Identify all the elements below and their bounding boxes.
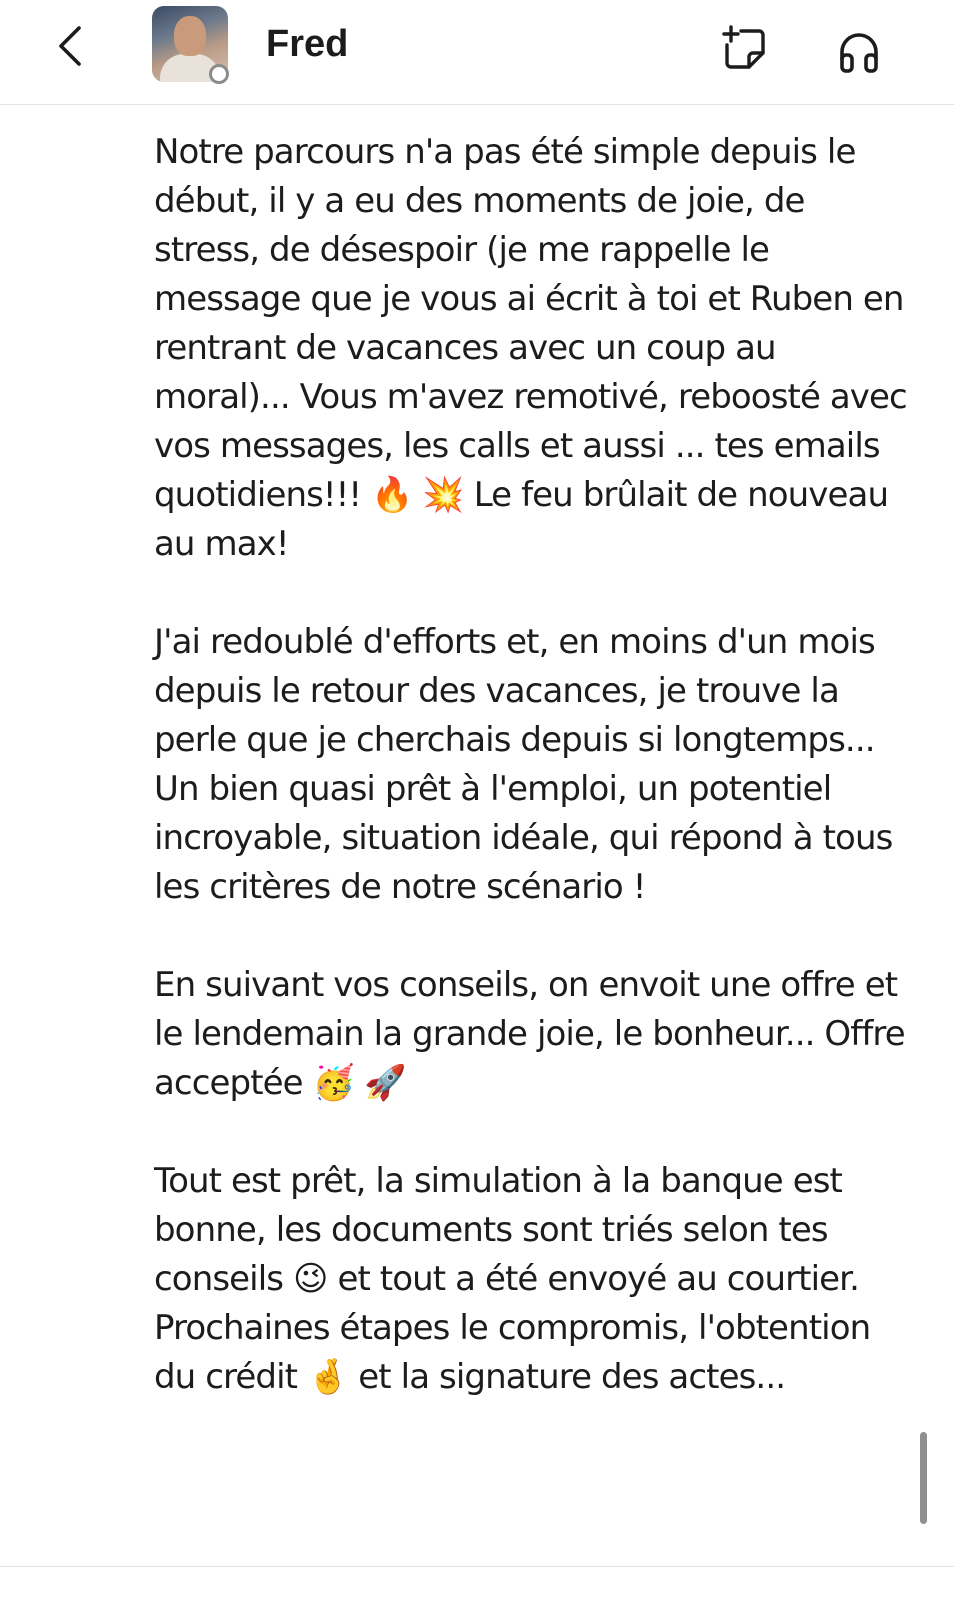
message-paragraph: Tout est prêt, la simulation à la banque est bonne, les documents sont triés selon tes conseils 😉 et tout a été envoyé au courtier. Prochaines étapes le compromis, l'obtention du crédit 🤞 et la signature des actes... xyxy=(154,1161,871,1397)
scrollbar-thumb[interactable] xyxy=(920,1432,927,1524)
message-paragraph: Notre parcours n'a pas été simple depuis le début, il y a eu des moments de joie, de stress, de désespoir (je me rappelle le message que je vous ai écrit à toi et Ruben en rentrant de vacances avec un coup au moral)... Vous m'avez remotivé, reboosté avec vos messages, les calls et aussi ... tes emails quotidiens!!! 🔥 💥 Le feu brûlait de nouveau au max! xyxy=(154,132,907,564)
add-canvas-icon xyxy=(721,25,769,73)
conversation-title[interactable]: Fred xyxy=(266,23,349,65)
presence-indicator xyxy=(209,64,229,84)
message-body xyxy=(154,128,918,1402)
conversation-header xyxy=(0,0,954,105)
add-canvas-button[interactable] xyxy=(716,20,774,78)
chevron-left-icon xyxy=(55,24,85,68)
headphones-icon xyxy=(835,27,883,75)
message-paragraph: J'ai redoublé d'efforts et, en moins d'un mois depuis le retour des vacances, je trouve la perle que je cherchais depuis si longtemps... Un bien quasi prêt à l'emploi, un potentiel incroyable, situation idéale, qui répond à tous les critères de notre scénario ! xyxy=(154,622,893,907)
message-paragraph: En suivant vos conseils, on envoit une offre et le lendemain la grande joie, le bonheur... Offre acceptée 🥳 🚀 xyxy=(154,965,905,1103)
back-button[interactable] xyxy=(44,18,96,74)
divider xyxy=(0,1566,954,1567)
user-avatar[interactable] xyxy=(152,6,232,86)
huddle-button[interactable] xyxy=(830,22,888,80)
